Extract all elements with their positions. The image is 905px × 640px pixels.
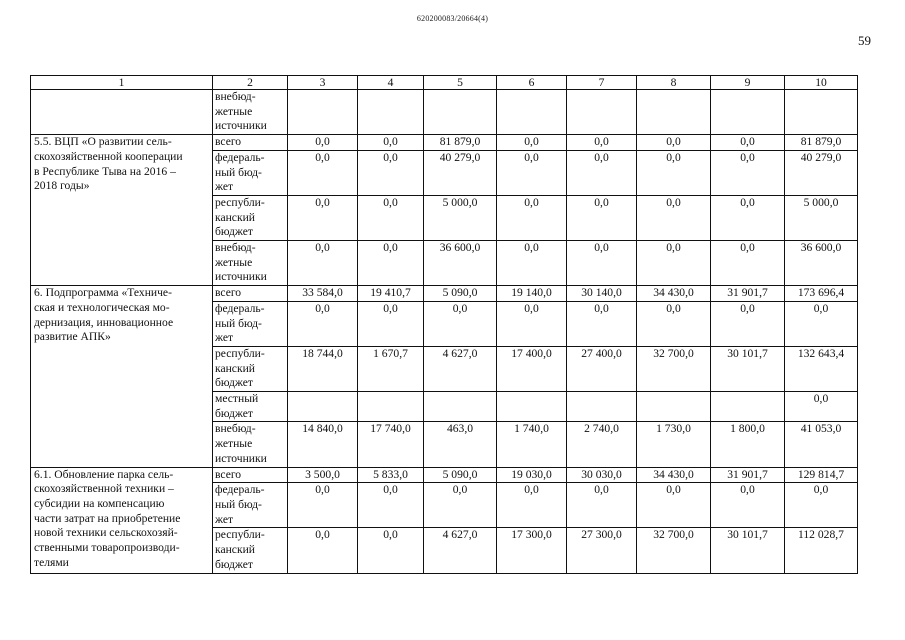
amount-cell: 1 800,0: [711, 422, 785, 467]
funding-source-cell: внебюд- жетные источники: [213, 422, 288, 467]
amount-cell: 40 279,0: [785, 150, 858, 195]
amount-cell: 3 500,0: [288, 467, 358, 483]
amount-cell: 0,0: [497, 135, 567, 151]
funding-source-cell: всего: [213, 135, 288, 151]
amount-cell: 5 000,0: [424, 195, 497, 240]
amount-cell: 0,0: [288, 241, 358, 286]
amount-cell: 0,0: [497, 195, 567, 240]
funding-source-cell: федераль- ный бюд- жет: [213, 483, 288, 528]
funding-source-cell: федераль- ный бюд- жет: [213, 150, 288, 195]
funding-source-cell: внебюд- жетные источники: [213, 241, 288, 286]
amount-cell: 0,0: [358, 528, 424, 573]
amount-cell: 5 000,0: [785, 195, 858, 240]
amount-cell: 36 600,0: [424, 241, 497, 286]
amount-cell: 0,0: [358, 195, 424, 240]
amount-cell: 33 584,0: [288, 286, 358, 302]
amount-cell: 0,0: [358, 241, 424, 286]
amount-cell: 5 090,0: [424, 467, 497, 483]
amount-cell: 112 028,7: [785, 528, 858, 573]
header-row: [31, 76, 858, 90]
amount-cell: [424, 392, 497, 422]
amount-cell: 40 279,0: [424, 150, 497, 195]
amount-cell: 0,0: [424, 483, 497, 528]
budget-table: [30, 75, 858, 574]
amount-cell: 0,0: [497, 301, 567, 346]
amount-cell: 0,0: [567, 150, 637, 195]
amount-cell: 0,0: [785, 392, 858, 422]
amount-cell: 0,0: [711, 195, 785, 240]
amount-cell: 0,0: [711, 150, 785, 195]
amount-cell: [358, 392, 424, 422]
table-row: [31, 90, 858, 135]
amount-cell: 0,0: [358, 301, 424, 346]
amount-cell: 0,0: [567, 241, 637, 286]
amount-cell: 0,0: [288, 528, 358, 573]
amount-cell: 0,0: [288, 150, 358, 195]
amount-cell: 32 700,0: [637, 528, 711, 573]
amount-cell: [637, 392, 711, 422]
amount-cell: 19 140,0: [497, 286, 567, 302]
program-name-cell: 6. Подпрограмма «Техниче- ская и технологическая мо- дернизация, инновационное развитие АПК»: [31, 286, 213, 467]
amount-cell: 0,0: [711, 135, 785, 151]
amount-cell: [497, 392, 567, 422]
amount-cell: 17 400,0: [497, 346, 567, 391]
amount-cell: 0,0: [637, 135, 711, 151]
amount-cell: 0,0: [711, 241, 785, 286]
amount-cell: 18 744,0: [288, 346, 358, 391]
amount-cell: [711, 392, 785, 422]
amount-cell: 17 300,0: [497, 528, 567, 573]
amount-cell: 0,0: [567, 301, 637, 346]
amount-cell: 4 627,0: [424, 346, 497, 391]
amount-cell: 31 901,7: [711, 286, 785, 302]
amount-cell: 1 740,0: [497, 422, 567, 467]
amount-cell: [288, 392, 358, 422]
amount-cell: 0,0: [288, 483, 358, 528]
column-header: 1: [31, 76, 213, 90]
amount-cell: 30 101,7: [711, 528, 785, 573]
amount-cell: 0,0: [711, 301, 785, 346]
amount-cell: 1 670,7: [358, 346, 424, 391]
amount-cell: 34 430,0: [637, 286, 711, 302]
amount-cell: 81 879,0: [785, 135, 858, 151]
program-name-cell: [31, 90, 213, 135]
column-header: 10: [785, 76, 858, 90]
amount-cell: 0,0: [358, 135, 424, 151]
table-row: [31, 286, 858, 302]
amount-cell: 41 053,0: [785, 422, 858, 467]
amount-cell: 0,0: [424, 301, 497, 346]
amount-cell: 0,0: [358, 483, 424, 528]
column-header: 9: [711, 76, 785, 90]
amount-cell: 2 740,0: [567, 422, 637, 467]
funding-source-cell: республи- канский бюджет: [213, 346, 288, 391]
amount-cell: 19 030,0: [497, 467, 567, 483]
amount-cell: 0,0: [497, 241, 567, 286]
amount-cell: 17 740,0: [358, 422, 424, 467]
funding-source-cell: местный бюджет: [213, 392, 288, 422]
amount-cell: 0,0: [637, 483, 711, 528]
amount-cell: 34 430,0: [637, 467, 711, 483]
amount-cell: 0,0: [567, 483, 637, 528]
amount-cell: 27 400,0: [567, 346, 637, 391]
amount-cell: 1 730,0: [637, 422, 711, 467]
column-header: 3: [288, 76, 358, 90]
amount-cell: 0,0: [497, 150, 567, 195]
column-header: 7: [567, 76, 637, 90]
funding-source-cell: всего: [213, 467, 288, 483]
amount-cell: 0,0: [288, 301, 358, 346]
amount-cell: 0,0: [637, 150, 711, 195]
amount-cell: 0,0: [637, 301, 711, 346]
column-header: 2: [213, 76, 288, 90]
amount-cell: 30 140,0: [567, 286, 637, 302]
amount-cell: 0,0: [785, 483, 858, 528]
amount-cell: 36 600,0: [785, 241, 858, 286]
funding-source-cell: внебюд- жетные источники: [213, 90, 288, 135]
amount-cell: 132 643,4: [785, 346, 858, 391]
column-header: 6: [497, 76, 567, 90]
amount-cell: 31 901,7: [711, 467, 785, 483]
amount-cell: 129 814,7: [785, 467, 858, 483]
column-header: 8: [637, 76, 711, 90]
program-name-cell: 5.5. ВЦП «О развитии сель- скохозяйственной кооперации в Республике Тыва на 2016 – 2018 годы»: [31, 135, 213, 286]
amount-cell: 0,0: [288, 135, 358, 151]
amount-cell: 0,0: [637, 195, 711, 240]
amount-cell: [567, 392, 637, 422]
table-body: [31, 76, 858, 574]
amount-cell: 14 840,0: [288, 422, 358, 467]
funding-source-cell: федераль- ный бюд- жет: [213, 301, 288, 346]
amount-cell: 0,0: [785, 301, 858, 346]
amount-cell: 30 101,7: [711, 346, 785, 391]
column-header: 5: [424, 76, 497, 90]
amount-cell: 32 700,0: [637, 346, 711, 391]
amount-cell: 0,0: [288, 195, 358, 240]
amount-cell: 5 090,0: [424, 286, 497, 302]
amount-cell: 463,0: [424, 422, 497, 467]
amount-cell: 19 410,7: [358, 286, 424, 302]
table-row: [31, 467, 858, 483]
program-name-cell: 6.1. Обновление парка сель- скохозяйственной техники – субсидии на компенсацию части затрат на приобретение новой техники сельскохозяй- ственными товаропроизводи- телями: [31, 467, 213, 573]
amount-cell: 30 030,0: [567, 467, 637, 483]
table-row: [31, 135, 858, 151]
amount-cell: 0,0: [711, 483, 785, 528]
funding-source-cell: всего: [213, 286, 288, 302]
amount-cell: 0,0: [497, 483, 567, 528]
amount-cell: 0,0: [567, 195, 637, 240]
column-header: 4: [358, 76, 424, 90]
amount-cell: 173 696,4: [785, 286, 858, 302]
document-code: 620200083/20664(4): [416, 14, 489, 23]
amount-cell: 81 879,0: [424, 135, 497, 151]
amount-cell: 0,0: [567, 135, 637, 151]
funding-source-cell: республи- канский бюджет: [213, 195, 288, 240]
amount-cell: 5 833,0: [358, 467, 424, 483]
funding-source-cell: республи- канский бюджет: [213, 528, 288, 573]
page-number: 59: [858, 33, 871, 48]
amount-cell: 27 300,0: [567, 528, 637, 573]
amount-cell: 4 627,0: [424, 528, 497, 573]
amount-cell: 0,0: [637, 241, 711, 286]
amount-cell: 0,0: [358, 150, 424, 195]
